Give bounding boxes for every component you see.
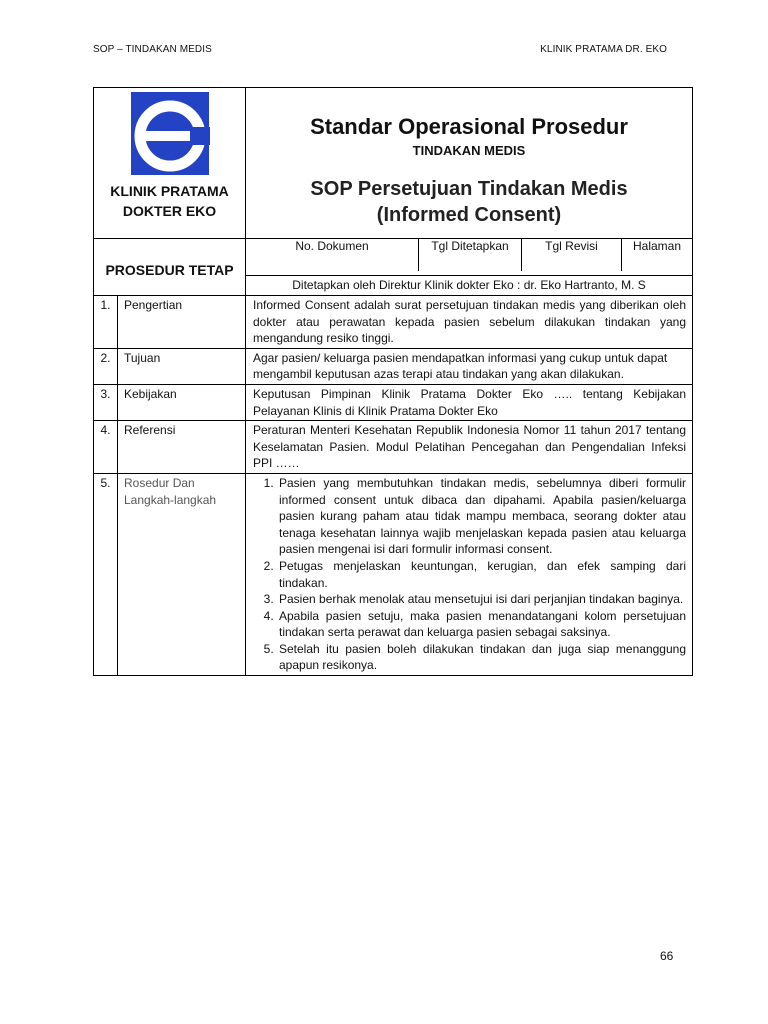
meta-grid: [246, 239, 692, 271]
row-content: Agar pasien/ keluarga pasien mendapatkan informasi yang cukup untuk dapat mengambil keputusan azas terapi atau tindakan yang akan dilakukan.: [246, 348, 693, 384]
procedure-label-line2: Langkah-langkah: [124, 492, 217, 507]
row-content: Informed Consent adalah surat persetujuan tindakan medis yang diberikan oleh dokter atau perawatan kepada pasien sebelum dilakukan tindakan yang mengandung resiko tinggi.: [246, 296, 693, 349]
running-header-right: KLINIK PRATAMA DR. EKO: [540, 44, 667, 55]
clinic-logo: [130, 91, 210, 181]
sop-table: [93, 87, 693, 676]
list-item: 5. Setelah itu pasien boleh dilakukan tindakan dan juga siap menanggung apapun resikonya.: [277, 641, 686, 674]
tgl-revisi-label: Tgl Revisi: [522, 239, 622, 271]
sop-title-line2: (Informed Consent): [376, 204, 562, 226]
meta-row: [94, 239, 693, 276]
table-row: [94, 296, 693, 349]
row-label: Kebijakan: [118, 384, 246, 420]
sop-title-line1: SOP Persetujuan Tindakan Medis: [310, 178, 628, 200]
list-item: 2. Petugas menjelaskan keuntungan, kerugian, dan efek samping dari tindakan.: [277, 558, 686, 591]
procedure-steps: [253, 475, 686, 674]
meta-cell: [246, 239, 693, 276]
table-row: [94, 384, 693, 420]
row-label: Pengertian: [118, 296, 246, 349]
clinic-name-line1: KLINIK PRATAMA: [110, 183, 229, 199]
row-number: 5.: [94, 473, 118, 675]
clinic-name-line2: DOKTER EKO: [122, 203, 217, 219]
page-number: 66: [660, 949, 674, 963]
running-header-left: SOP – TINDAKAN MEDIS: [93, 44, 212, 55]
tgl-ditetapkan-label: Tgl Ditetapkan: [419, 239, 522, 271]
clinic-cell: [94, 88, 246, 239]
approved-by: Ditetapkan oleh Direktur Klinik dokter Eko : dr. Eko Hartranto, M. S: [246, 275, 693, 295]
row-number: 3.: [94, 384, 118, 420]
table-row: [94, 348, 693, 384]
no-dokumen-label: No. Dokumen: [246, 239, 419, 271]
list-item: 3. Pasien berhak menolak atau mensetujui isi dari perjanjian tindakan baginya.: [277, 591, 686, 608]
row-number: 2.: [94, 348, 118, 384]
procedure-steps-cell: [246, 473, 693, 675]
procedure-label: [118, 473, 246, 675]
list-item: 1. Pasien yang membutuhkan tindakan medis, sebelumnya diberi formulir informed consent untuk dibaca dan dipahami. Apabila pasien/keluarga pasien kurang paham atau tidak mampu membaca, seorang dokter atau tenaga kesehatan lainnya wajib menjelaskan kepada pasien atau keluarga pasien mengenai isi dari formulir informasi consent.: [277, 475, 686, 558]
title-row: [94, 88, 693, 239]
list-item: 4. Apabila pasien setuju, maka pasien menandatangani kolom persetujuan tindakan serta perawat dan keluarga pasien sebagai saksinya.: [277, 608, 686, 641]
halaman-label: Halaman: [632, 239, 682, 253]
clinic-logo-icon: [130, 91, 210, 181]
row-number: 4.: [94, 421, 118, 474]
procedure-row: [94, 473, 693, 675]
procedure-label-line1: Rosedur Dan: [124, 475, 195, 490]
prosedur-tetap: PROSEDUR TETAP: [94, 239, 246, 296]
main-title: Standar Operasional Prosedur: [310, 114, 628, 139]
row-content: Keputusan Pimpinan Klinik Pratama Dokter Eko ….. tentang Kebijakan Pelayanan Klinis di Klinik Pratama Dokter Eko: [246, 384, 693, 420]
title-cell: [246, 88, 693, 239]
row-number: 1.: [94, 296, 118, 349]
sub-title: TINDAKAN MEDIS: [412, 143, 526, 158]
row-label: Tujuan: [118, 348, 246, 384]
row-content: Peraturan Menteri Kesehatan Republik Indonesia Nomor 11 tahun 2017 tentang Keselamatan Pasien. Modul Pelatihan Pencegahan dan Pengendalian Infeksi PPI ……: [246, 421, 693, 474]
row-label: Referensi: [118, 421, 246, 474]
table-row: [94, 421, 693, 474]
